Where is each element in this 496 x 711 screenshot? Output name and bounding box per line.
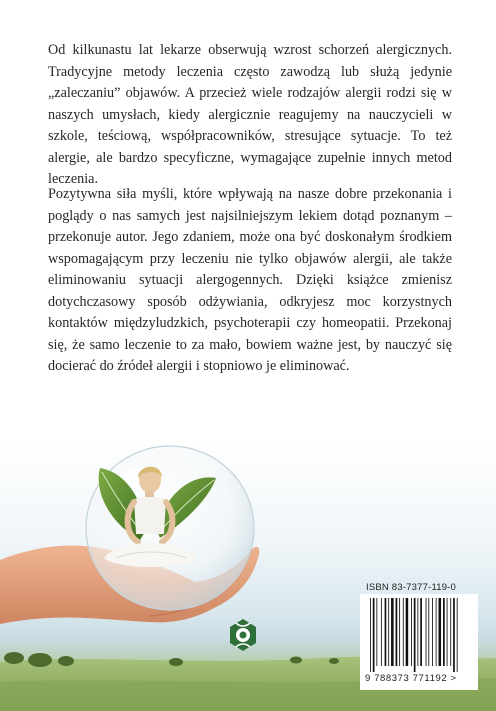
description-paragraph-2: Pozytywna siła myśli, które wpływają na nasze dobre przekonania i poglądy o nas samych jest najsilniejszym lekiem dotąd poznanym – przekonuje autor. Jego zdaniem, może ona być doskonałym środkiem wspomagającym przy leczeniu nie tylko objawów alergii, ale także eliminowaniu sytuacji alergogennych. Dzięki książce zmienisz dotychczasowy sposób odżywiania, odkryjesz moc korzystnych kontaktów międzyludzkich, psychoterapii czy homeopatii. Przekonaj się, że samo leczenie to za mało, bowiem ważne jest, by nauczyć się docierać do źródeł alergii i stopniowo je eliminować. <box>48 186 452 374</box>
isbn-label: ISBN 83-7377-119-0 <box>366 582 457 593</box>
description-paragraph-1: Od kilkunastu lat lekarze obserwują wzrost schorzeń alergicznych. Tradycyjne metody leczenia często zawodzą lub służą jedynie „zaleczaniu” objawów. A przecież wiele rodzajów alergii rodzi się w naszych umysłach, kiedy alergicznie reagujemy na nauczycieli w szkole, teściową, współpracowników, stresujące sytuacje. To też alergie, ale bardzo specyficzne, wymagające zupełnie innych metod leczenia. <box>48 42 452 187</box>
barcode-icon <box>368 598 470 672</box>
publisher-logo-icon <box>228 617 258 653</box>
barcode-digits: 9 788373 771192 > <box>365 673 457 684</box>
